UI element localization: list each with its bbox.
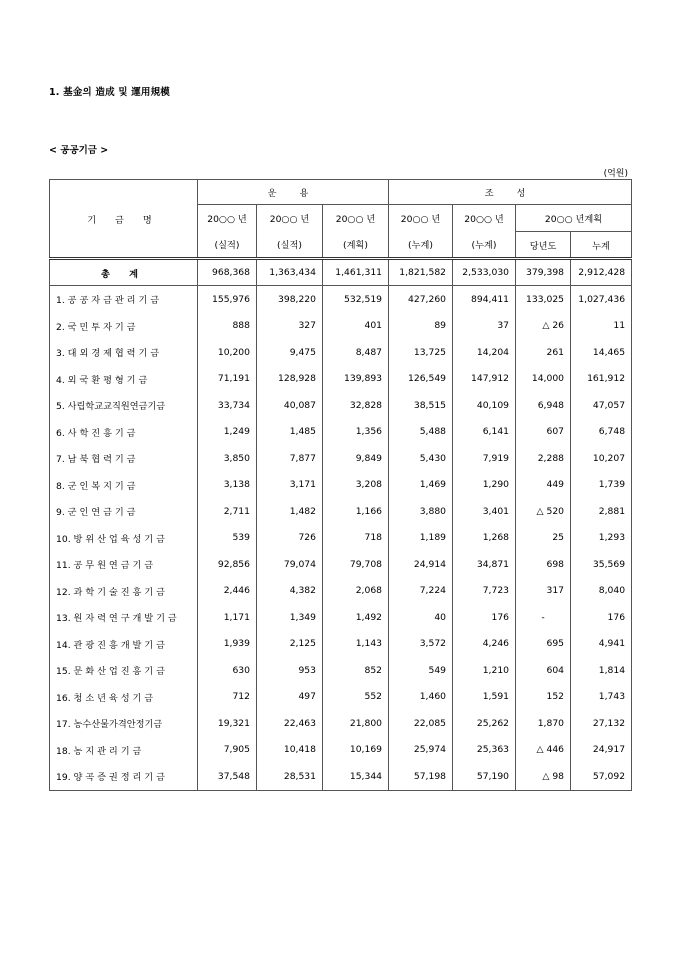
table-cell: 38,515 bbox=[389, 392, 453, 419]
table-cell: 6,141 bbox=[453, 419, 516, 446]
table-cell: 40,087 bbox=[257, 392, 323, 419]
table-cell: △ 98 bbox=[516, 763, 571, 790]
year-header: 20○○ 년 bbox=[453, 205, 516, 232]
table-cell: 1,485 bbox=[257, 419, 323, 446]
table-cell: 89 bbox=[389, 313, 453, 340]
table-cell: 133,025 bbox=[516, 286, 571, 313]
table-cell: 3,880 bbox=[389, 498, 453, 525]
table-row bbox=[50, 498, 632, 525]
table-cell: 57,092 bbox=[571, 763, 632, 790]
sub-header: (계획) bbox=[323, 232, 389, 259]
table-cell: 13,725 bbox=[389, 339, 453, 366]
table-cell: △ 446 bbox=[516, 737, 571, 764]
table-row bbox=[50, 286, 632, 313]
fund-name: 15. 문 화 산 업 진 흥 기 금 bbox=[50, 657, 198, 684]
table-row bbox=[50, 604, 632, 631]
table-cell: 1,143 bbox=[323, 631, 389, 658]
table-cell: 7,905 bbox=[198, 737, 257, 764]
table-row bbox=[50, 578, 632, 605]
table-cell: 14,465 bbox=[571, 339, 632, 366]
table-cell: 317 bbox=[516, 578, 571, 605]
table-cell: 3,850 bbox=[198, 445, 257, 472]
table-cell: 8,040 bbox=[571, 578, 632, 605]
fund-name-header: 기 금 명 bbox=[50, 180, 198, 259]
table-cell: 92,856 bbox=[198, 551, 257, 578]
table-cell: 19,321 bbox=[198, 710, 257, 737]
table-cell: 176 bbox=[453, 604, 516, 631]
table-cell: 3,171 bbox=[257, 472, 323, 499]
table-row bbox=[50, 313, 632, 340]
table-cell: 2,288 bbox=[516, 445, 571, 472]
table-cell: 14,000 bbox=[516, 366, 571, 393]
table-cell: 126,549 bbox=[389, 366, 453, 393]
table-cell: 128,928 bbox=[257, 366, 323, 393]
fund-name: 12. 과 학 기 술 진 흥 기 금 bbox=[50, 578, 198, 605]
table-cell: 57,198 bbox=[389, 763, 453, 790]
table-cell: 28,531 bbox=[257, 763, 323, 790]
table-cell: 33,734 bbox=[198, 392, 257, 419]
table-cell: 1,814 bbox=[571, 657, 632, 684]
table-cell: 1,356 bbox=[323, 419, 389, 446]
table-cell: 14,204 bbox=[453, 339, 516, 366]
table-cell: 968,368 bbox=[198, 259, 257, 286]
table-row bbox=[50, 392, 632, 419]
table-cell: 10,200 bbox=[198, 339, 257, 366]
table-cell: 327 bbox=[257, 313, 323, 340]
table-row bbox=[50, 419, 632, 446]
table-cell: 2,068 bbox=[323, 578, 389, 605]
operation-group-header: 운 용 bbox=[198, 180, 389, 205]
table-row bbox=[50, 737, 632, 764]
table-cell: 1,492 bbox=[323, 604, 389, 631]
table-row bbox=[50, 366, 632, 393]
fund-name: 16. 청 소 년 육 성 기 금 bbox=[50, 684, 198, 711]
table-cell: 22,463 bbox=[257, 710, 323, 737]
fund-name: 4. 외 국 환 평 형 기 금 bbox=[50, 366, 198, 393]
table-cell: 4,246 bbox=[453, 631, 516, 658]
table-row bbox=[50, 710, 632, 737]
table-cell: 22,085 bbox=[389, 710, 453, 737]
table-cell: 7,919 bbox=[453, 445, 516, 472]
table-cell: 726 bbox=[257, 525, 323, 552]
table-cell: 888 bbox=[198, 313, 257, 340]
total-label: 총 계 bbox=[50, 259, 198, 286]
table-cell: 6,948 bbox=[516, 392, 571, 419]
table-cell: 1,591 bbox=[453, 684, 516, 711]
table-cell: 1,461,311 bbox=[323, 259, 389, 286]
table-cell: 2,711 bbox=[198, 498, 257, 525]
table-cell: 1,739 bbox=[571, 472, 632, 499]
table-cell: 427,260 bbox=[389, 286, 453, 313]
table-cell: 10,207 bbox=[571, 445, 632, 472]
table-cell: 2,125 bbox=[257, 631, 323, 658]
sub-header: (누계) bbox=[453, 232, 516, 259]
sub-header: 누계 bbox=[571, 232, 632, 259]
fund-name: 11. 공 무 원 연 금 기 금 bbox=[50, 551, 198, 578]
table-cell: 1,171 bbox=[198, 604, 257, 631]
fund-name: 13. 원 자 력 연 구 개 발 기 금 bbox=[50, 604, 198, 631]
table-row bbox=[50, 657, 632, 684]
table-cell: 79,708 bbox=[323, 551, 389, 578]
table-cell: 1,482 bbox=[257, 498, 323, 525]
sub-header: (누계) bbox=[389, 232, 453, 259]
table-cell: 1,469 bbox=[389, 472, 453, 499]
table-cell: △ 520 bbox=[516, 498, 571, 525]
table-cell: 35,569 bbox=[571, 551, 632, 578]
table-cell: 1,939 bbox=[198, 631, 257, 658]
table-cell: 7,723 bbox=[453, 578, 516, 605]
year-header: 20○○ 년 bbox=[257, 205, 323, 232]
table-cell: 1,027,436 bbox=[571, 286, 632, 313]
table-cell: 379,398 bbox=[516, 259, 571, 286]
subsection-title: < 공공기금 > bbox=[49, 145, 109, 156]
table-cell: 161,912 bbox=[571, 366, 632, 393]
table-cell: 24,914 bbox=[389, 551, 453, 578]
table-cell: 1,290 bbox=[453, 472, 516, 499]
table-cell: 1,821,582 bbox=[389, 259, 453, 286]
table-cell: 4,382 bbox=[257, 578, 323, 605]
table-cell: 2,881 bbox=[571, 498, 632, 525]
table-header bbox=[50, 180, 632, 259]
table-cell: 7,224 bbox=[389, 578, 453, 605]
table-cell: △ 26 bbox=[516, 313, 571, 340]
sub-header: (실적) bbox=[198, 232, 257, 259]
table-cell: 15,344 bbox=[323, 763, 389, 790]
table-row bbox=[50, 763, 632, 790]
table-cell: 549 bbox=[389, 657, 453, 684]
creation-group-header: 조 성 bbox=[389, 180, 632, 205]
table-cell: 57,190 bbox=[453, 763, 516, 790]
table-cell: 176 bbox=[571, 604, 632, 631]
table-cell: 152 bbox=[516, 684, 571, 711]
table-cell: 449 bbox=[516, 472, 571, 499]
table-cell: 1,249 bbox=[198, 419, 257, 446]
table-cell: 25,363 bbox=[453, 737, 516, 764]
table-cell: 21,800 bbox=[323, 710, 389, 737]
table-cell: 25,974 bbox=[389, 737, 453, 764]
fund-name: 19. 양 곡 증 권 정 리 기 금 bbox=[50, 763, 198, 790]
table-row bbox=[50, 684, 632, 711]
table-cell: 10,169 bbox=[323, 737, 389, 764]
table-cell: 630 bbox=[198, 657, 257, 684]
table-row bbox=[50, 339, 632, 366]
table-cell: 25 bbox=[516, 525, 571, 552]
table-cell: 2,446 bbox=[198, 578, 257, 605]
table-cell: 953 bbox=[257, 657, 323, 684]
fund-name: 3. 대 외 경 제 협 력 기 금 bbox=[50, 339, 198, 366]
table-cell: 27,132 bbox=[571, 710, 632, 737]
table-cell: 37 bbox=[453, 313, 516, 340]
table-cell: 32,828 bbox=[323, 392, 389, 419]
table-cell: 3,138 bbox=[198, 472, 257, 499]
table-cell: 37,548 bbox=[198, 763, 257, 790]
year-header: 20○○ 년 bbox=[198, 205, 257, 232]
table-cell: 147,912 bbox=[453, 366, 516, 393]
table-cell: 34,871 bbox=[453, 551, 516, 578]
table-row bbox=[50, 472, 632, 499]
unit-label: (억원) bbox=[603, 169, 628, 179]
year-header: 20○○ 년 bbox=[389, 205, 453, 232]
table-cell: 40 bbox=[389, 604, 453, 631]
table-cell: 4,941 bbox=[571, 631, 632, 658]
fund-name: 17. 농수산물가격안정기금 bbox=[50, 710, 198, 737]
table-cell: 1,349 bbox=[257, 604, 323, 631]
table-cell: 5,430 bbox=[389, 445, 453, 472]
table-cell: 261 bbox=[516, 339, 571, 366]
sub-header: 당년도 bbox=[516, 232, 571, 259]
table-cell: 607 bbox=[516, 419, 571, 446]
table-cell: 139,893 bbox=[323, 366, 389, 393]
fund-name: 18. 농 지 관 리 기 금 bbox=[50, 737, 198, 764]
table-cell: 9,475 bbox=[257, 339, 323, 366]
fund-name: 2. 국 민 투 자 기 금 bbox=[50, 313, 198, 340]
table-cell: 2,533,030 bbox=[453, 259, 516, 286]
table-cell: 155,976 bbox=[198, 286, 257, 313]
table-cell: 1,460 bbox=[389, 684, 453, 711]
table-cell: 2,912,428 bbox=[571, 259, 632, 286]
section-title: 1. 基金의 造成 및 運用規模 bbox=[49, 87, 171, 98]
table-row bbox=[50, 631, 632, 658]
table-cell: 71,191 bbox=[198, 366, 257, 393]
table-cell: 718 bbox=[323, 525, 389, 552]
fund-name: 7. 남 북 협 력 기 금 bbox=[50, 445, 198, 472]
table-cell: 695 bbox=[516, 631, 571, 658]
total-row bbox=[50, 259, 632, 286]
table-cell: 552 bbox=[323, 684, 389, 711]
table-cell: 1,743 bbox=[571, 684, 632, 711]
table-cell: 539 bbox=[198, 525, 257, 552]
table-cell: 894,411 bbox=[453, 286, 516, 313]
fund-name: 6. 사 학 진 흥 기 금 bbox=[50, 419, 198, 446]
table-cell: 852 bbox=[323, 657, 389, 684]
table-cell: 1,166 bbox=[323, 498, 389, 525]
table-cell: 604 bbox=[516, 657, 571, 684]
table-cell: 3,572 bbox=[389, 631, 453, 658]
table-cell: 712 bbox=[198, 684, 257, 711]
table-cell: 698 bbox=[516, 551, 571, 578]
table-cell: 25,262 bbox=[453, 710, 516, 737]
table-cell: 1,189 bbox=[389, 525, 453, 552]
fund-name: 14. 관 광 진 흥 개 발 기 금 bbox=[50, 631, 198, 658]
table-cell: 3,401 bbox=[453, 498, 516, 525]
table-cell: 8,487 bbox=[323, 339, 389, 366]
table-cell: 5,488 bbox=[389, 419, 453, 446]
table-cell: 47,057 bbox=[571, 392, 632, 419]
table-cell: 497 bbox=[257, 684, 323, 711]
table-cell: 1,210 bbox=[453, 657, 516, 684]
table-cell: 79,074 bbox=[257, 551, 323, 578]
table-body bbox=[50, 259, 632, 791]
table-row bbox=[50, 445, 632, 472]
fund-name: 8. 군 인 복 지 기 금 bbox=[50, 472, 198, 499]
table-row bbox=[50, 525, 632, 552]
table-row bbox=[50, 551, 632, 578]
plan-year-header: 20○○ 년계획 bbox=[516, 205, 632, 232]
table-cell: 9,849 bbox=[323, 445, 389, 472]
table-cell: 1,293 bbox=[571, 525, 632, 552]
table-cell: 40,109 bbox=[453, 392, 516, 419]
table-cell: 1,363,434 bbox=[257, 259, 323, 286]
table-cell: 1,268 bbox=[453, 525, 516, 552]
table-cell: 10,418 bbox=[257, 737, 323, 764]
table-cell: 3,208 bbox=[323, 472, 389, 499]
fund-name: 9. 군 인 연 금 기 금 bbox=[50, 498, 198, 525]
fund-name: 1. 공 공 자 금 관 리 기 금 bbox=[50, 286, 198, 313]
table-cell: 6,748 bbox=[571, 419, 632, 446]
year-header: 20○○ 년 bbox=[323, 205, 389, 232]
table-cell: 7,877 bbox=[257, 445, 323, 472]
table-cell: 398,220 bbox=[257, 286, 323, 313]
table-cell: 401 bbox=[323, 313, 389, 340]
sub-header: (실적) bbox=[257, 232, 323, 259]
fund-name: 10. 방 위 산 업 육 성 기 금 bbox=[50, 525, 198, 552]
table-cell: 11 bbox=[571, 313, 632, 340]
public-fund-table bbox=[49, 179, 632, 791]
fund-name: 5. 사립학교교직원연금기금 bbox=[50, 392, 198, 419]
table-cell: 24,917 bbox=[571, 737, 632, 764]
table-cell: 1,870 bbox=[516, 710, 571, 737]
table-cell: 532,519 bbox=[323, 286, 389, 313]
table-cell: - bbox=[516, 604, 571, 631]
